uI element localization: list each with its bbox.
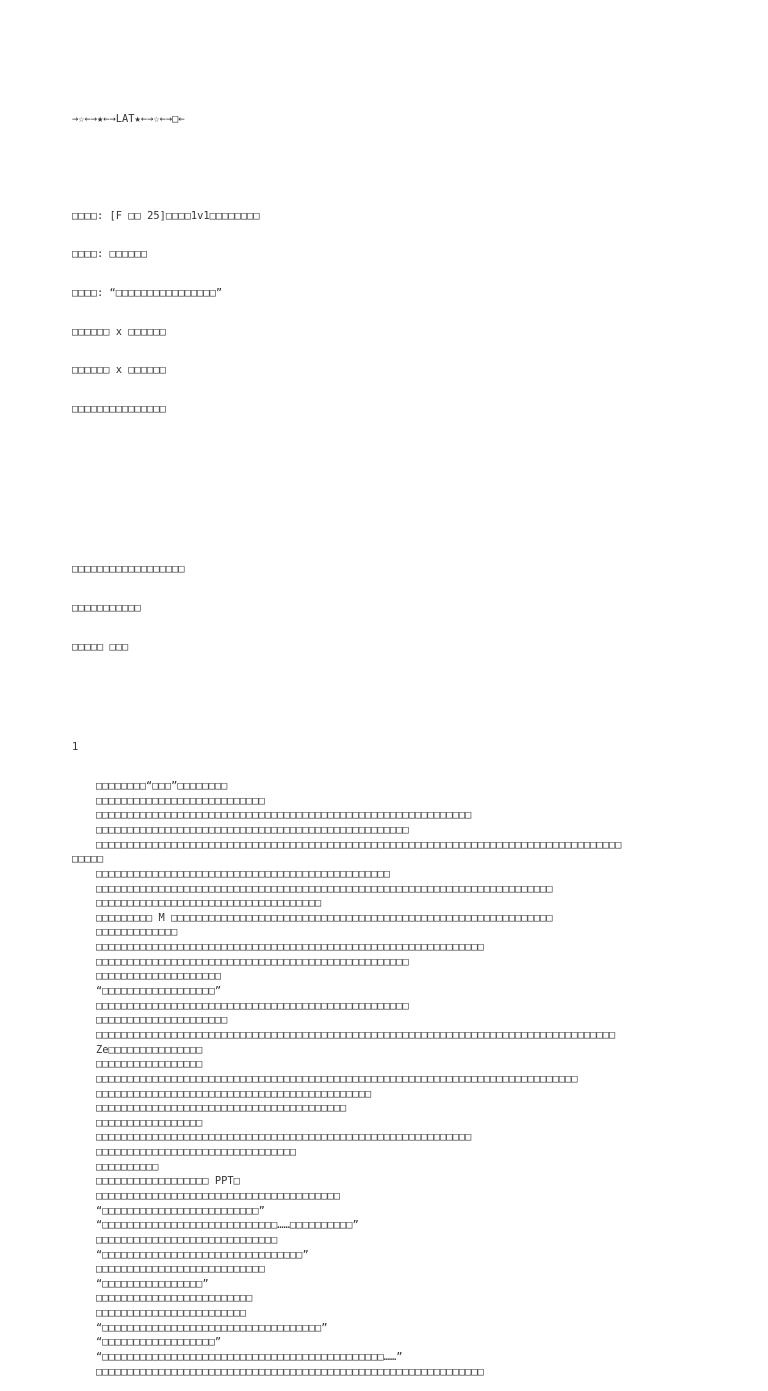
chapter-line: □□□□□□□□□□□□□□□□□□□□□ bbox=[96, 1014, 228, 1027]
chapter-line: “□□□□□□□□□□□□□□□□□□” bbox=[96, 985, 222, 998]
chapter-line: □□□□□□□□□□□□□□□□□□□□□□□□□□□□□□□□□□□□□□□□□□□□□□□□□□□□□□□□□□□□□□□□□□□□□□□□□ bbox=[96, 882, 553, 895]
chapter-line: “□□□□□□□□□□□□□□□□□□□□□□□□□” bbox=[96, 1204, 265, 1217]
chapter-line: □□□□□□□□□□□□□□□□□□□□□□□□□□□□□□□□□□□□ bbox=[96, 897, 322, 910]
chapter-line: “□□□□□□□□□□□□□□□□□□□□□□□□□□□□□□□□□□□” bbox=[96, 1321, 328, 1334]
chapter-line: □□□□□□□□□□ bbox=[96, 1160, 159, 1173]
meta-line: □□□□□□ x □□□□□□ bbox=[72, 364, 166, 377]
chapter-line: □□□□□□□□□□□□□□□□□□□□□□□□□ bbox=[96, 1292, 253, 1305]
chapter-line: □□□□□□□□□□□□□□□□□□□□□□□□□□□□□□□□□□□□□□□□□□□□□□□□□□□□□□□□□□□□ bbox=[96, 1131, 472, 1144]
chapter-line: □□□□□ bbox=[72, 853, 104, 866]
meta-line: □□□□: “□□□□□□□□□□□□□□□□” bbox=[72, 286, 223, 299]
chapter-line: □□□□□□□□□□□□□□□□□□ PPT□ bbox=[96, 1175, 240, 1188]
chapter-line: □□□□□□□□□□□□□□□□□□□□□□□□□□□□□□□□□□□□□□□□□□□□□□□□□□□□□□□□□□□□□□□□□□□□□□□□□□□□□ bbox=[96, 1072, 578, 1085]
chapter-line: □□□□□□□□□□□□□□□□□ bbox=[96, 1116, 203, 1129]
document-page bbox=[72, 88, 702, 1391]
chapter-line: □□□□□□□□□□□□□□□□□□□□□□□□□□□□□□□□□□□□□□□□□□□□ bbox=[96, 1087, 372, 1100]
meta-block bbox=[72, 185, 702, 441]
chapter-line: “□□□□□□□□□□□□□□□□□□□□□□□□□□□□□□□□” bbox=[96, 1248, 309, 1261]
chapter-line: □□□□□□□□□□□□□□□□□□□□□□□□□□□ bbox=[96, 1263, 265, 1276]
chapter-line: □□□□□□□□□□□□□□□□□□□□□□□□□□□□□□□□□□□□□□□□□□□□□□□□□□□□□□□□□□□□ bbox=[96, 809, 472, 822]
chapter-line: □□□□□□□□□ M □□□□□□□□□□□□□□□□□□□□□□□□□□□□□□□□□□□□□□□□□□□□□□□□□□□□□□□□□□□□□ bbox=[96, 911, 553, 924]
chapter-line: □□□□□□□□□□□□□□□□□□□□□□□□□□□□□□□□□□□□□□□□□□□□□□□□□□□□□□□□□□□□□□ bbox=[96, 1365, 484, 1378]
chapter-line: □□□□□□□□□□□□□□□□□□□□□□□□□□□□□□□□□□□□□□□□□□□□□□□□□□□□□□□□□□□□□□□□□□□□□□□□□□□□□□□□□□□ bbox=[96, 1028, 616, 1041]
chapter-line: □□□□□□□□“□□□”□□□□□□□□ bbox=[96, 780, 228, 793]
chapter-line: □□□□□□□□□□□□□□□□□□□□□□□□□□□□□□□□□□□□□□□□□□□□□□□□□□ bbox=[96, 999, 409, 1012]
meta-line: □□□□: [F □□ 25]□□□□1v1□□□□□□□□ bbox=[72, 209, 260, 222]
chapter-line: “□□□□□□□□□□□□□□□□□□□□□□□□□□□□……□□□□□□□□□□” bbox=[96, 1219, 359, 1232]
chapter-line: □□□□□□□□□□□□□□□□□□□□□□□□□□□□□□□□□□□□□□□□□□□□□□□ bbox=[96, 867, 391, 880]
chapter-line: □□□□□□□□□□□□□□□□□□□□□□□□□□□□□□□□□□□□□□□ bbox=[96, 1189, 340, 1202]
chapter-line: “□□□□□□□□□□□□□□□□□□” bbox=[96, 1336, 222, 1349]
meta-line: □□□□: □□□□□□ bbox=[72, 248, 148, 261]
chapter-line: □□□□□□□□□□□□□□□□□□□□□□□□□□□ bbox=[96, 794, 265, 807]
chapter-line: □□□□□□□□□□□□□□□□□□□□□□□□□□□□□□□□ bbox=[96, 1146, 297, 1159]
chapter-line: □□□□□□□□□□□□□□□□□□□□□□□□□□□□□□□□□□□□□□□□ bbox=[96, 1102, 347, 1115]
chapter-line: “□□□□□□□□□□□□□□□□□□□□□□□□□□□□□□□□□□□□□□□□□□□□□……” bbox=[96, 1351, 403, 1364]
chapter-line: □□□□□□□□□□□□□□□□□□□□□□□□□□□□□□□□□□□□□□□□□□□□□□□□□□□□□□□□□□□□□□ bbox=[96, 941, 484, 954]
chapter-line: □□□□□□□□□□□□□□□□□□□□□□□□□□□□□ bbox=[96, 1233, 278, 1246]
intro-line: □□□□□ □□□ bbox=[72, 640, 129, 653]
chapter-line: □□□□□□□□□□□□□□□□□□□□□□□□□□□□□□□□□□□□□□□□□□□□□□□□□□□□□□□□□□□□□□□□□□□□□□□□□□□□□□□□□□□□ bbox=[96, 838, 622, 851]
chapter-line: □□□□□□□□□□□□□□□□□□□□ bbox=[96, 970, 222, 983]
intro-line: □□□□□□□□□□□ bbox=[72, 602, 141, 615]
title-banner: →☆←→★←→LAT★←→☆←→□← bbox=[72, 113, 185, 125]
meta-line: □□□□□□□□□□□□□□□ bbox=[72, 402, 166, 415]
chapter-line: □□□□□□□□□□□□□ bbox=[96, 926, 178, 939]
chapter-line: □□□□□□□□□□□□□□□□□□□□□□□□ bbox=[96, 1307, 247, 1320]
chapter-number: 1 bbox=[72, 741, 79, 754]
chapter-body bbox=[72, 779, 702, 1379]
chapter-line: □□□□□□□□□□□□□□□□□ bbox=[96, 1058, 203, 1071]
chapter-line: □□□□□□□□□□□□□□□□□□□□□□□□□□□□□□□□□□□□□□□□□□□□□□□□□□ bbox=[96, 955, 409, 968]
chapter-line: □□□□□□□□□□□□□□□□□□□□□□□□□□□□□□□□□□□□□□□□□□□□□□□□□□ bbox=[96, 823, 409, 836]
intro-line: □□□□□□□□□□□□□□□□□□ bbox=[72, 563, 185, 576]
meta-line: □□□□□□ x □□□□□□ bbox=[72, 325, 166, 338]
chapter-line: Ze□□□□□□□□□□□□□□□ bbox=[96, 1043, 203, 1056]
intro-block bbox=[72, 538, 702, 678]
chapter-line: “□□□□□□□□□□□□□□□□” bbox=[96, 1277, 209, 1290]
